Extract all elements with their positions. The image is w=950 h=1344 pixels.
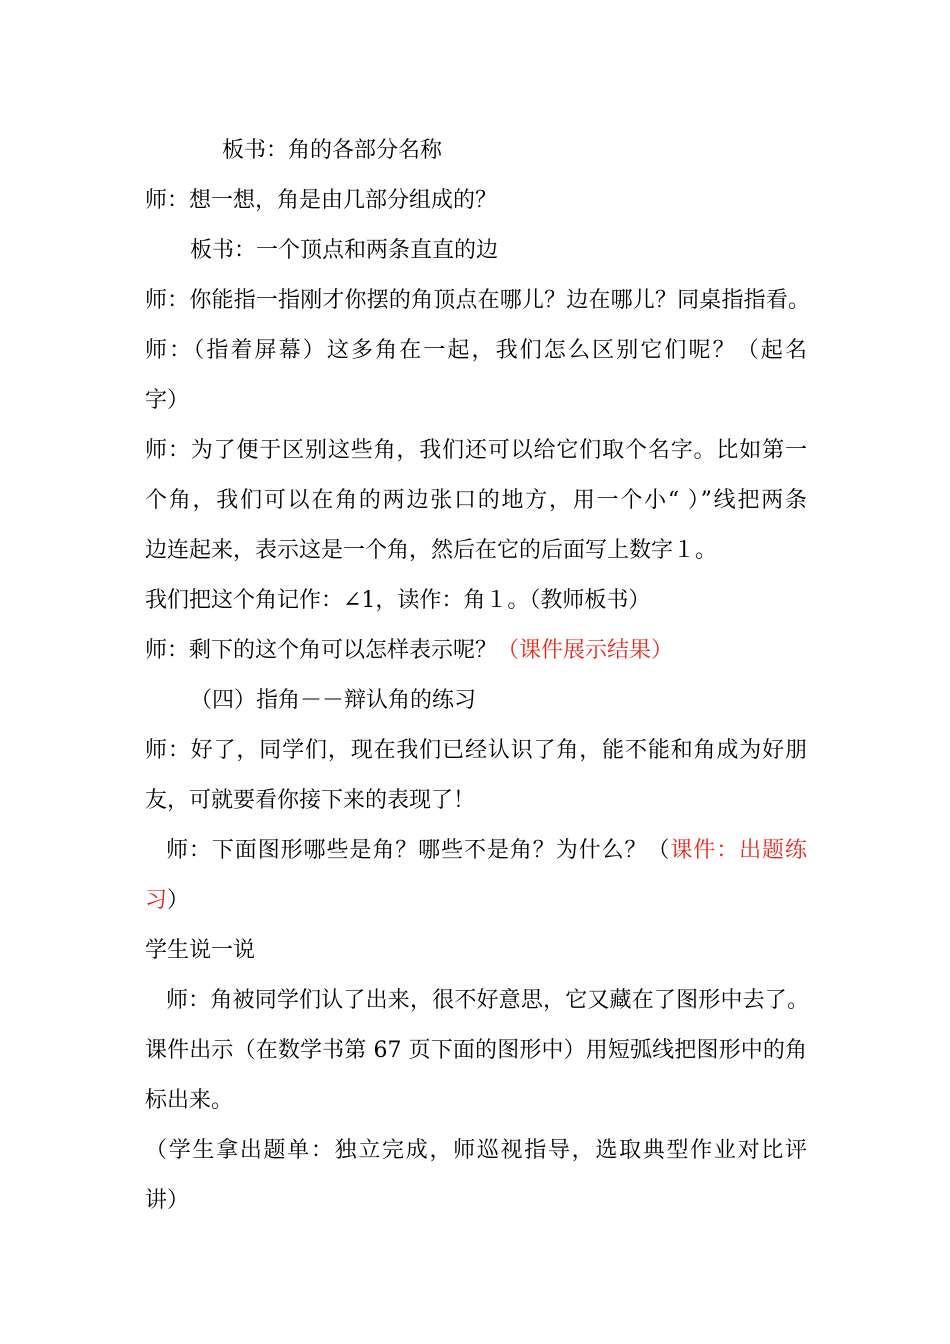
courseware-line: 课件出示（在数学书第 67 页下面的图形中）用短弧线把图形中的角	[145, 1038, 807, 1063]
teacher-line-3: 师：（指着屏幕）这多角在一起，我们怎么区别它们呢？（起名	[145, 338, 807, 363]
board-note-angle-parts: 板书：角的各部分名称	[222, 138, 443, 163]
teacher-line-5-text: 师：剩下的这个角可以怎样表示呢？	[145, 638, 498, 663]
teacher-line-7-cont	[145, 886, 815, 916]
student-activity-line: 学生说一说	[145, 938, 256, 963]
teacher-line-3-cont: 字）	[145, 388, 190, 413]
courseware-line-cont: 标出来。	[145, 1088, 234, 1113]
teacher-line-4-cont-2: 边连起来，表示这是一个角，然后在它的后面写上数字１。	[145, 538, 718, 563]
teacher-line-5	[145, 636, 815, 666]
teacher-line-4-cont-1: 个角，我们可以在角的两边张口的地方，用一个小“ ）”线把两条	[145, 488, 807, 513]
teacher-line-1: 师：想一想，角是由几部分组成的？	[145, 188, 498, 213]
notation-line: 我们把这个角记作：∠1，读作：角１。（教师板书）	[145, 588, 651, 613]
teacher-line-4: 师：为了便于区别这些角，我们还可以给它们取个名字。比如第一	[145, 438, 807, 463]
teacher-line-6: 师：好了，同学们，现在我们已经认识了角，能不能和角成为好朋	[145, 738, 807, 763]
board-note-vertex-sides: 板书：一个顶点和两条直直的边	[190, 238, 499, 263]
courseware-note-result: （课件展示结果）	[497, 638, 674, 663]
teacher-line-7-text: 师：下面图形哪些是角？哪些不是角？为什么？（	[166, 838, 671, 863]
courseware-note-exercise: 课件：出题练	[670, 838, 807, 863]
teacher-line-7-close: ）	[167, 888, 190, 913]
teacher-line-7	[166, 836, 807, 866]
section-heading-four: （四）指角－－辩认角的练习	[190, 688, 477, 713]
student-task-line: （学生拿出题单：独立完成，师巡视指导，选取典型作业对比评	[145, 1138, 807, 1163]
courseware-note-exercise-cont: 习	[145, 888, 168, 913]
teacher-line-8: 师：角被同学们认了出来，很不好意思，它又藏在了图形中去了。	[166, 988, 809, 1013]
student-task-line-cont: 讲）	[145, 1188, 190, 1213]
teacher-line-2: 师：你能指一指刚才你摆的角顶点在哪儿？边在哪儿？同桌指指看。	[145, 288, 810, 313]
teacher-line-6-cont: 友，可就要看你接下来的表现了！	[145, 788, 476, 813]
